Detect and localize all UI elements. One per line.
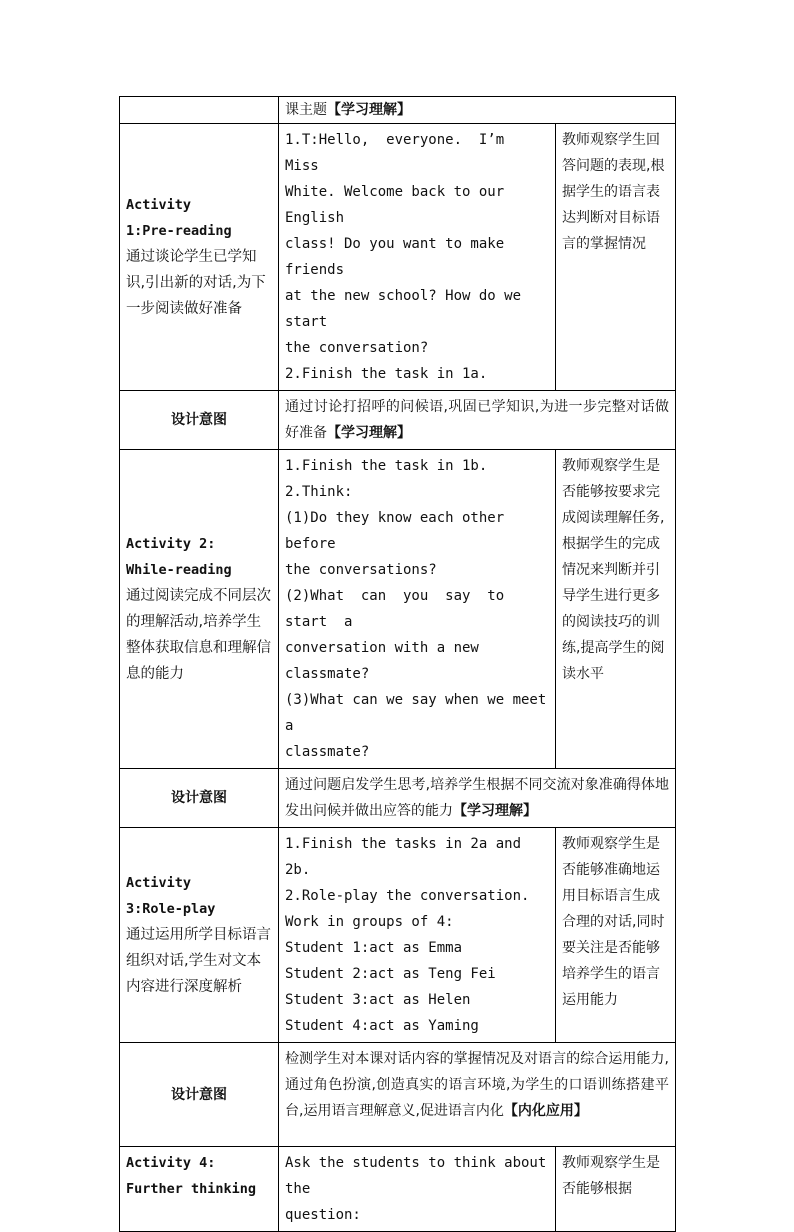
content-line: the conversation?: [285, 340, 429, 356]
design-intent-3-text: [279, 1043, 676, 1147]
design-intent-1-text: [279, 391, 676, 450]
lesson-topic-label: 课主题: [285, 102, 327, 118]
content-line: Student 4:act as Yaming: [285, 1018, 479, 1034]
activity-4-title: Activity 4:: [126, 1155, 216, 1171]
content-line: 2.Think:: [285, 484, 353, 500]
activity-3-desc: 通过运用所学目标语言组织对话,学生对文本内容进行深度解析: [126, 927, 271, 995]
activity-1-cell: [120, 124, 279, 391]
activity-3-subtitle: 3:Role-play: [126, 901, 216, 917]
content-line: at the new school? How do we start: [285, 288, 530, 330]
content-line: Student 1:act as Emma: [285, 940, 463, 956]
content-line: Ask the students to think about the: [285, 1155, 555, 1197]
content-line: 1.Finish the tasks in 2a and 2b.: [285, 836, 530, 878]
activity-1-title: Activity: [126, 197, 192, 213]
activity-1-assessment: 教师观察学生回答问题的表现,根据学生的语言表达判断对目标语言的掌握情况: [556, 124, 676, 391]
content-line: class! Do you want to make friends: [285, 236, 513, 278]
content-line: Student 2:act as Teng Fei: [285, 966, 496, 982]
content-line: (1)Do they know each other before: [285, 510, 513, 552]
design-intent-label: 设计意图: [120, 1043, 279, 1147]
content-line: 2.Role-play the conversation.: [285, 888, 530, 904]
lesson-plan-table: [119, 96, 676, 1232]
table-row: [120, 450, 676, 769]
design-intent-3-tag: 【内化应用】: [503, 1103, 588, 1119]
table-row: [120, 124, 676, 391]
design-intent-label: 设计意图: [120, 769, 279, 828]
activity-3-assessment: 教师观察学生是否能够准确地运用目标语言生成合理的对话,同时要关注是否能够培养学生的语言运用能力: [556, 828, 676, 1043]
content-line: Student 3:act as Helen: [285, 992, 471, 1008]
design-intent-2-body: 通过问题启发学生思考,培养学生根据不同交流对象准确得体地发出问候并做出应答的能力: [285, 777, 669, 819]
table-row: [120, 769, 676, 828]
lesson-topic-tag: 【学习理解】: [327, 102, 411, 118]
content-line: 1.T:Hello, everyone. I’m Miss: [285, 132, 522, 174]
content-line: 1.Finish the task in 1b.: [285, 458, 488, 474]
design-intent-1-body: 通过讨论打招呼的问候语,巩固已学知识,为进一步完整对话做好准备: [285, 399, 669, 441]
activity-3-cell: [120, 828, 279, 1043]
design-intent-2-text: [279, 769, 676, 828]
table-row: [120, 828, 676, 1043]
activity-1-desc: 通过谈论学生已学知识,引出新的对话,为下一步阅读做好准备: [126, 249, 266, 317]
content-line: the conversations?: [285, 562, 437, 578]
content-line: 2.Finish the task in 1a.: [285, 366, 488, 382]
design-intent-2-tag: 【学习理解】: [453, 803, 537, 819]
design-intent-3-body: 检测学生对本课对话内容的掌握情况及对语言的综合运用能力,通过角色扮演,创造真实的语言环境,为学生的口语训练搭建平台,运用语言理解意义,促进语言内化: [285, 1051, 669, 1119]
activity-2-subtitle: While-reading: [126, 562, 232, 578]
activity-1-subtitle: 1:Pre-reading: [126, 223, 232, 239]
content-line: White. Welcome back to our English: [285, 184, 513, 226]
table-row: [120, 391, 676, 450]
top-title-cell: [279, 97, 676, 124]
activity-4-content: [279, 1147, 556, 1232]
design-intent-label: 设计意图: [120, 391, 279, 450]
table-row: [120, 1043, 676, 1147]
table-row: [120, 97, 676, 124]
activity-2-assessment: 教师观察学生是否能够按要求完成阅读理解任务,根据学生的完成情况来判断并引导学生进行更多的阅读技巧的训练,提高学生的阅读水平: [556, 450, 676, 769]
content-line: classmate?: [285, 744, 370, 760]
activity-3-title: Activity: [126, 875, 192, 891]
activity-4-subtitle: Further thinking: [126, 1181, 257, 1197]
content-line: conversation with a new classmate?: [285, 640, 488, 682]
content-line: (2)What can you say to start a: [285, 588, 522, 630]
activity-2-cell: [120, 450, 279, 769]
content-line: question:: [285, 1207, 361, 1223]
content-line: (3)What can we say when we meet a: [285, 692, 555, 734]
activity-2-title: Activity 2:: [126, 536, 216, 552]
activity-2-desc: 通过阅读完成不同层次的理解活动,培养学生整体获取信息和理解信息的能力: [126, 588, 271, 682]
content-line: Work in groups of 4:: [285, 914, 454, 930]
activity-3-content: [279, 828, 556, 1043]
activity-4-cell: [120, 1147, 279, 1232]
activity-1-content: [279, 124, 556, 391]
top-left-cell: [120, 97, 279, 124]
activity-2-content: [279, 450, 556, 769]
activity-4-assessment: 教师观察学生是否能够根据: [556, 1147, 676, 1232]
table-row: [120, 1147, 676, 1232]
design-intent-1-tag: 【学习理解】: [327, 425, 411, 441]
